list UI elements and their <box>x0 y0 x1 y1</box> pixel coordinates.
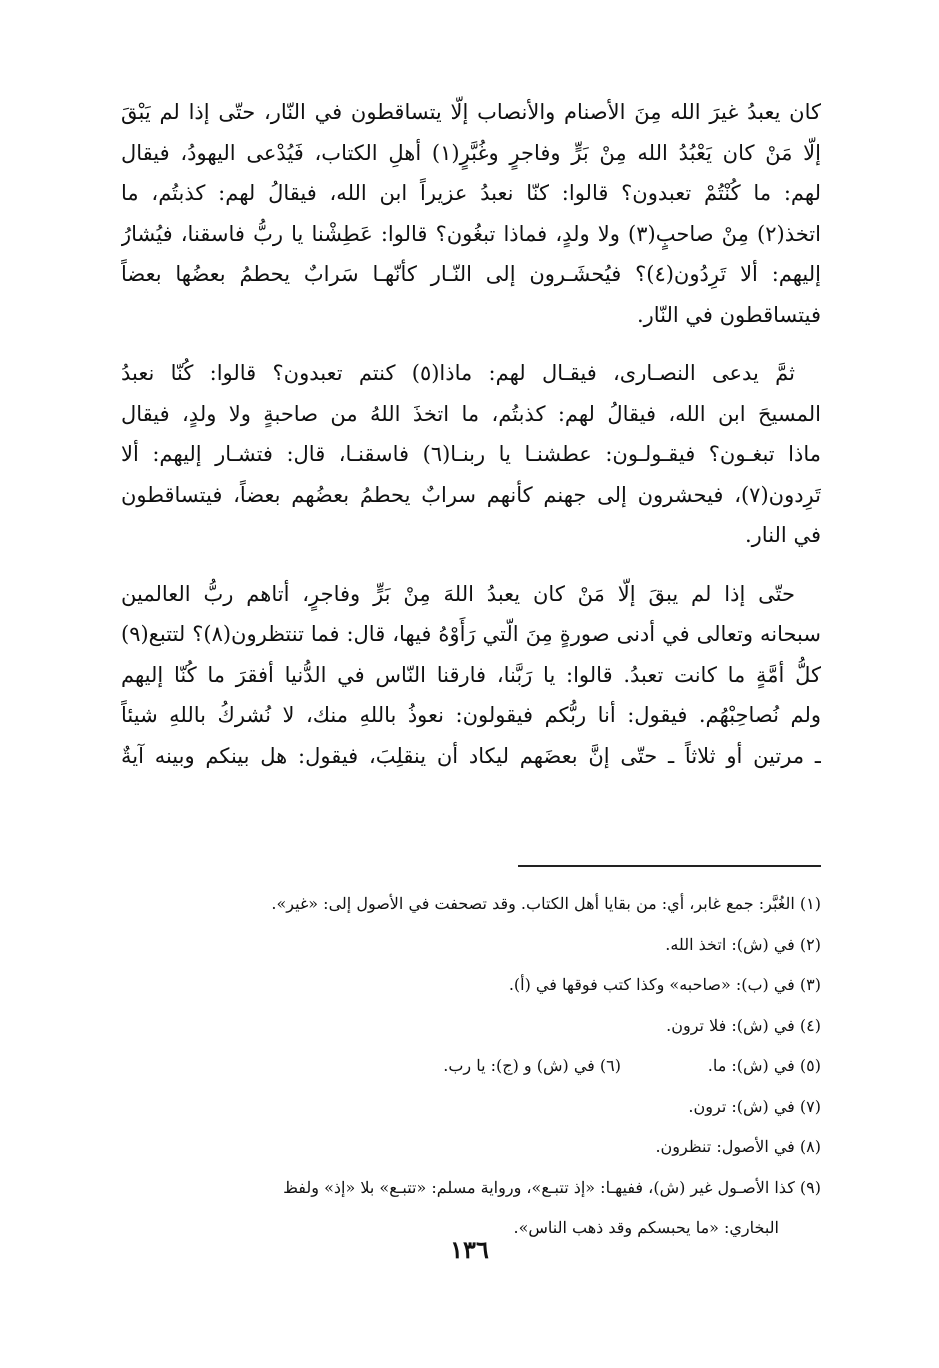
text-line: ماذا تبغـون؟ فيقـولـون: عطشنـا يا ربنـا(٦) فاسقنـا، قال: فتشـار إليهم: ألا <box>121 442 821 466</box>
text-line: حتّى إذا لم يبقَ إلّا مَنْ كان يعبدُ اللهَ مِنْ بَرٍّ وفاجرٍ، أتاهم ربُّ العالمين <box>121 581 795 606</box>
text-line: إليهم: ألا تَرِدُون(٤)؟ فيُحشَـرون إلى النّـار كأنّهـا سَرابٌ يحطمُ بعضُها بعضاً <box>121 262 821 286</box>
text-line: في النار. <box>744 523 821 547</box>
text-line: ـ مرتين أو ثلاثاً ـ حتّى إنَّ بعضَهم ليكاد أن ينقلِبَ، فيقول: هل بينكم وبينه آيةٌ <box>121 743 821 768</box>
footnote-3: (٣) في (ب): «صاحبه» وكذا كتب فوقها في (أ). <box>508 975 821 994</box>
footnote-7: (٧) في (ش): ترون. <box>688 1096 821 1116</box>
paragraph-3 <box>121 574 821 777</box>
footnote-6: (٦) في (ش) و (ج): يا رب. <box>443 1056 621 1075</box>
footnote-row-5-6 <box>121 1046 821 1087</box>
text-line: سبحانه وتعالى في أدنى صورةٍ مِنَ الّتي رَأَوْهُ فيها، قال: فما تنتظرون(٨)؟ لتتبع(٩) <box>121 622 821 646</box>
footnote-2: (٢) في (ش): اتخذ الله. <box>665 934 821 954</box>
page-number: ١٣٦ <box>450 1235 489 1264</box>
footnote-9-continued: البخاري: «ما يحبسكم وقد ذهب الناس». <box>513 1218 779 1237</box>
footnote-8: (٨) في الأصول: تنظرون. <box>655 1137 821 1156</box>
text-line: ثمَّ يدعى النصـارى، فيقـال لهم: ماذا(٥) كنتم تعبدون؟ قالوا: كُنّا نعبدُ <box>121 361 795 385</box>
text-line: إلّا مَنْ كان يَعْبُدُ الله مِنْ بَرٍّ وفاجرٍ وغُبَّرٍ(١) أهلِ الكتاب، فَيُدْعى اليهودُ، فيقال <box>121 140 821 165</box>
text-line: فيتساقطون في النّار. <box>636 302 821 327</box>
text-line: تَرِدون(٧)، فيحشرون إلى جهنم كأنهم سرابٌ يحطمُ بعضُهم بعضاً، فيتساقطون <box>121 482 821 507</box>
text-line: لهم: ما كُنْتُمْ تعبدون؟ قالوا: كنّا نعبدُ عزيراً ابن الله، فيقالُ لهم: كذبتُم، ما <box>121 181 821 205</box>
text-line: المسيحَ ابن الله، فيقالُ لهم: كذبتُم، ما اتخذَ اللهُ من صاحبةٍ ولا ولدٍ، فيقال <box>121 401 821 426</box>
text-line: كلُّ أمَّةٍ ما كانت تعبدُ. قالوا: يا رَبَّنا، فارقنا النّاس في الدُّنيا أفقرَ ما كُنّا إليهم <box>121 662 821 687</box>
footnote-4: (٤) في (ش): فلا ترون. <box>666 1015 821 1035</box>
footnote-separator <box>518 865 821 867</box>
footnotes <box>121 884 821 1249</box>
main-text <box>121 92 821 794</box>
footnote-9: (٩) كذا الأصـول غير (ش)، ففيهـا: «إذ تتبـع»، ورواية مسلم: «تتبـع» بلا «إذ» ولفظ <box>283 1177 821 1197</box>
paragraph-1 <box>121 92 821 335</box>
text-line: ولم نُصاحِبْهُم. فيقول: أنا ربُّكم فيقولون: نعوذُ باللهِ منك، لا نُشركُ باللهِ شيئاً <box>121 703 821 727</box>
text-line: اتخذ(٢) مِنْ صاحبٍ(٣) ولا ولدٍ، فماذا تبغُون؟ قالوا: عَطِشْنا يا ربُّ فاسقنا، فيُشارُ <box>121 221 821 246</box>
footnote-1: (١) الغُبَّر: جمع غابر، أي: من بقايا أهل الكتاب. وقد تصحفت في الأصول إلى: «غير». <box>271 894 821 913</box>
text-line: كان يعبدُ غيرَ الله مِنَ الأصنام والأنصاب إلّا يتساقطون في النّار، حتّى إذا لم يَبْقَ <box>121 100 821 124</box>
footnote-5: (٥) في (ش): ما. <box>707 1056 821 1075</box>
paragraph-2 <box>121 353 821 556</box>
